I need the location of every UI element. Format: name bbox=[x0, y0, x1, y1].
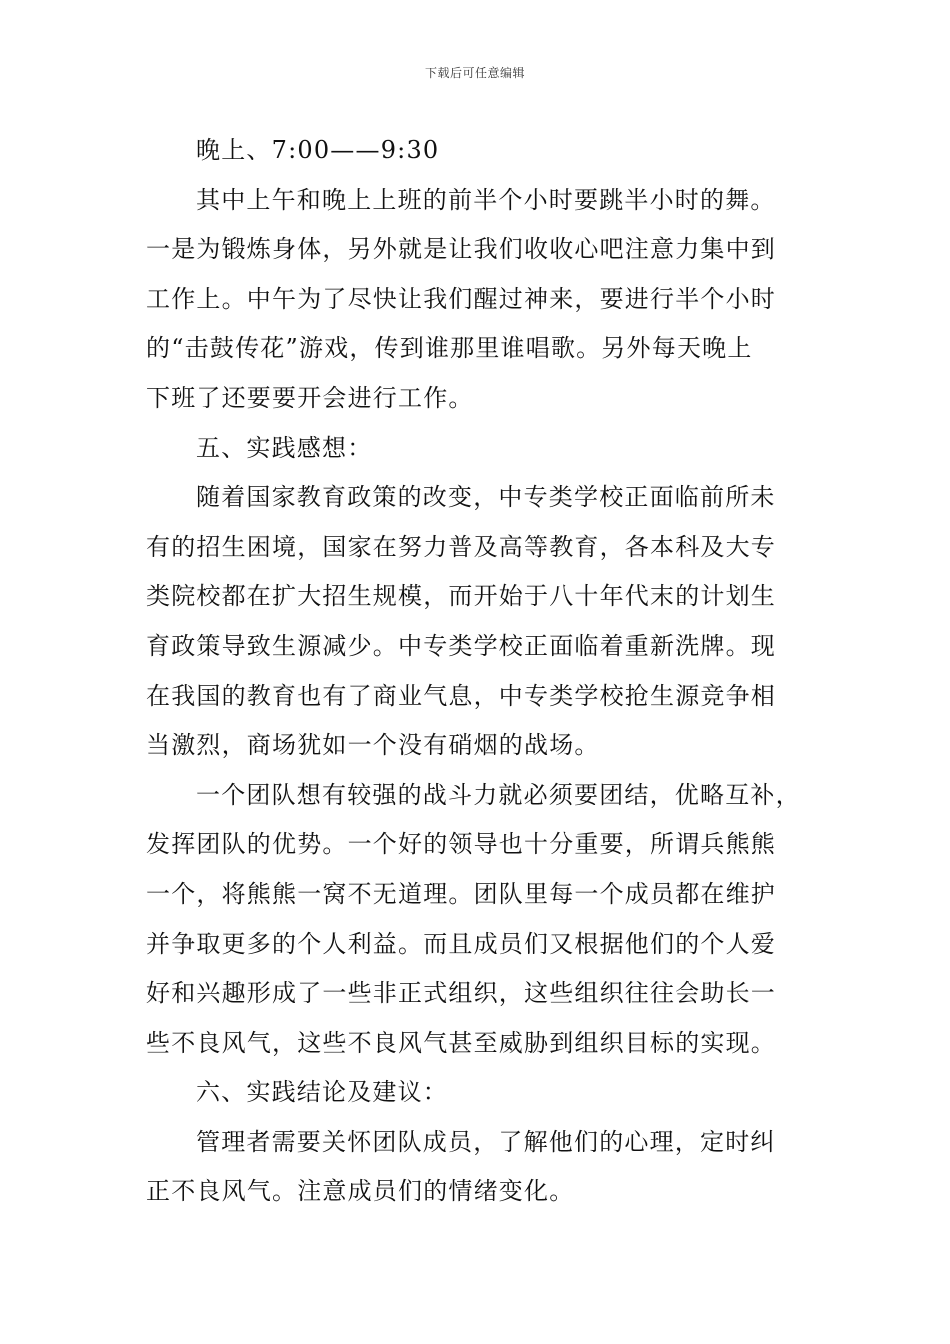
document-body bbox=[146, 126, 810, 1217]
paragraph-line: 其中上午和晚上上班的前半个小时要跳半小时的舞。 bbox=[196, 185, 776, 214]
paragraph-line: 发挥团队的优势。一个好的领导也十分重要，所谓兵熊熊 bbox=[146, 830, 776, 859]
paragraph-line: 有的招生困境，国家在努力普及高等教育，各本科及大专 bbox=[146, 532, 776, 561]
paragraph-line: 育政策导致生源减少。中专类学校正面临着重新洗牌。现 bbox=[146, 631, 776, 660]
paragraph-line: 随着国家教育政策的改变，中专类学校正面临前所未 bbox=[196, 483, 776, 512]
paragraph-line: 在我国的教育也有了商业气息，中专类学校抢生源竞争相 bbox=[146, 681, 776, 710]
paragraph-line: 些不良风气，这些不良风气甚至威胁到组织目标的实现。 bbox=[146, 1028, 776, 1057]
paragraph-line: 好和兴趣形成了一些非正式组织，这些组织往往会助长一 bbox=[146, 979, 776, 1008]
paragraph-line: 管理者需要关怀团队成员，了解他们的心理，定时纠 bbox=[196, 1127, 776, 1156]
schedule-evening-line: 晚上、7:00——9:30 bbox=[196, 136, 440, 164]
paragraph-line: 当激烈，商场犹如一个没有硝烟的战场。 bbox=[146, 731, 600, 760]
paragraph-line: 的“击鼓传花”游戏，传到谁那里谁唱歌。另外每天晚上 bbox=[146, 334, 753, 363]
paragraph-line: 工作上。中午为了尽快让我们醒过神来，要进行半个小时 bbox=[146, 284, 776, 313]
paragraph-line: 下班了还要要开会进行工作。 bbox=[146, 383, 474, 412]
page-header: 下载后可任意编辑 bbox=[424, 66, 525, 80]
paragraph-line: 类院校都在扩大招生规模，而开始于八十年代末的计划生 bbox=[146, 582, 776, 611]
paragraph-line: 一个，将熊熊一窝不无道理。团队里每一个成员都在维护 bbox=[146, 879, 776, 908]
paragraph-line: 一个团队想有较强的战斗力就必须要团结，优略互补， bbox=[196, 780, 801, 809]
section-heading-5: 五、实践感想： bbox=[196, 433, 373, 462]
paragraph-line: 并争取更多的个人利益。而且成员们又根据他们的个人爱 bbox=[146, 929, 776, 958]
section-heading-6: 六、实践结论及建议： bbox=[196, 1078, 448, 1107]
paragraph-line: 正不良风气。注意成员们的情绪变化。 bbox=[146, 1177, 575, 1206]
paragraph-line: 一是为锻炼身体，另外就是让我们收收心吧注意力集中到 bbox=[146, 235, 776, 264]
